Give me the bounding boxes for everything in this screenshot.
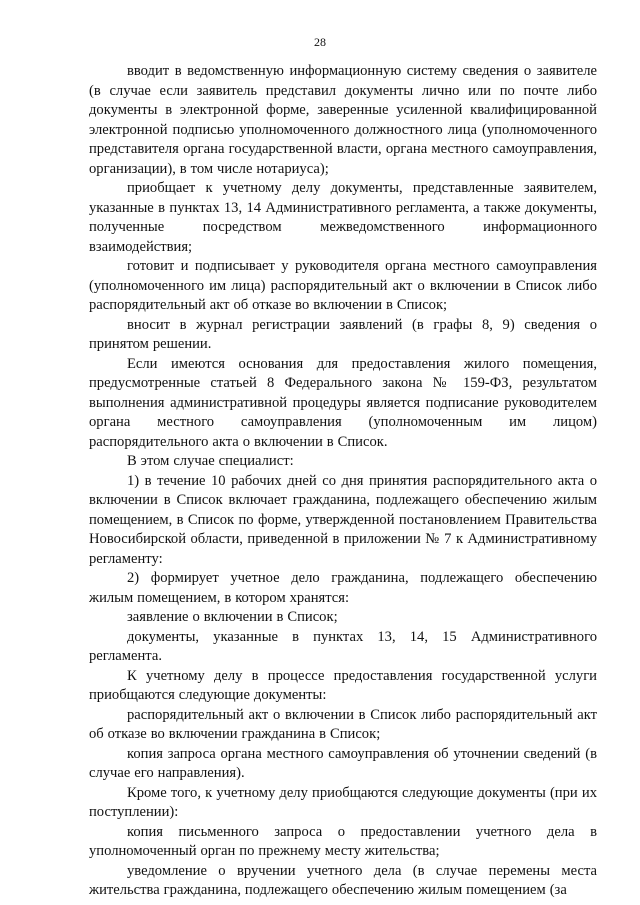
paragraph: Кроме того, к учетному делу приобщаются следующие документы (при их поступлении): — [89, 784, 597, 820]
paragraph: К учетному делу в процессе предоставления государственной услуги приобщаются следующие документы: — [89, 667, 597, 703]
paragraph: 2) формирует учетное дело гражданина, подлежащего обеспечению жилым помещением, в котором хранятся: — [89, 570, 597, 606]
page-number: 28 — [314, 35, 326, 49]
paragraph: готовит и подписывает у руководителя органа местного самоуправления (уполномоченного им лица) распорядительный акт о включении в Список либо распорядительный акт об отказе во включении в Список; — [89, 258, 597, 313]
paragraph: приобщает к учетному делу документы, представленные заявителем, указанные в пунктах 13, 14 Административного регламента, а также документы, полученные посредством межведомственного информационного взаимодействия; — [89, 180, 597, 255]
document-body — [89, 62, 597, 901]
paragraph: 1) в течение 10 рабочих дней со дня принятия распорядительного акта о включении в Список включает гражданина, подлежащего обеспечению жилым помещением, в Список по форме, утвержденной постановлением Правительства Новосибирской области, приведенной в приложении № 7 к Административному регламенту: — [89, 472, 597, 567]
paragraph: копия письменного запроса о предоставлении учетного дела в уполномоченный орган по прежнему месту жительства; — [89, 823, 597, 859]
paragraph: документы, указанные в пунктах 13, 14, 15 Административного регламента. — [89, 628, 597, 664]
paragraph: уведомление о вручении учетного дела (в случае перемены места жительства гражданина, подлежащего обеспечению жилым помещением (за — [89, 862, 597, 898]
paragraph: копия запроса органа местного самоуправления об уточнении сведений (в случае его направления). — [89, 745, 597, 781]
paragraph: распорядительный акт о включении в Список либо распорядительный акт об отказе во включении гражданина в Список; — [89, 706, 597, 742]
paragraph: В этом случае специалист: — [127, 453, 294, 469]
paragraph: вносит в журнал регистрации заявлений (в графы 8, 9) сведения о принятом решении. — [89, 316, 597, 352]
paragraph: вводит в ведомственную информационную систему сведения о заявителе (в случае если заявитель представил документы лично или по почте либо документы в электронной форме, заверенные усиленной квалифицированной электронной подписью уполномоченного должностного лица (уполномоченного представителя органа государственной власти, органа местного самоуправления, организации), в том числе нотариуса); — [89, 63, 597, 177]
paragraph: заявление о включении в Список; — [127, 609, 338, 625]
paragraph: Если имеются основания для предоставления жилого помещения, предусмотренные статьей 8 Федерального закона № 159-ФЗ, результатом выполнения административной процедуры является подписание руководителем органа местного самоуправления (уполномоченным им лицом) распорядительного акта о включении в Список. — [89, 355, 597, 450]
